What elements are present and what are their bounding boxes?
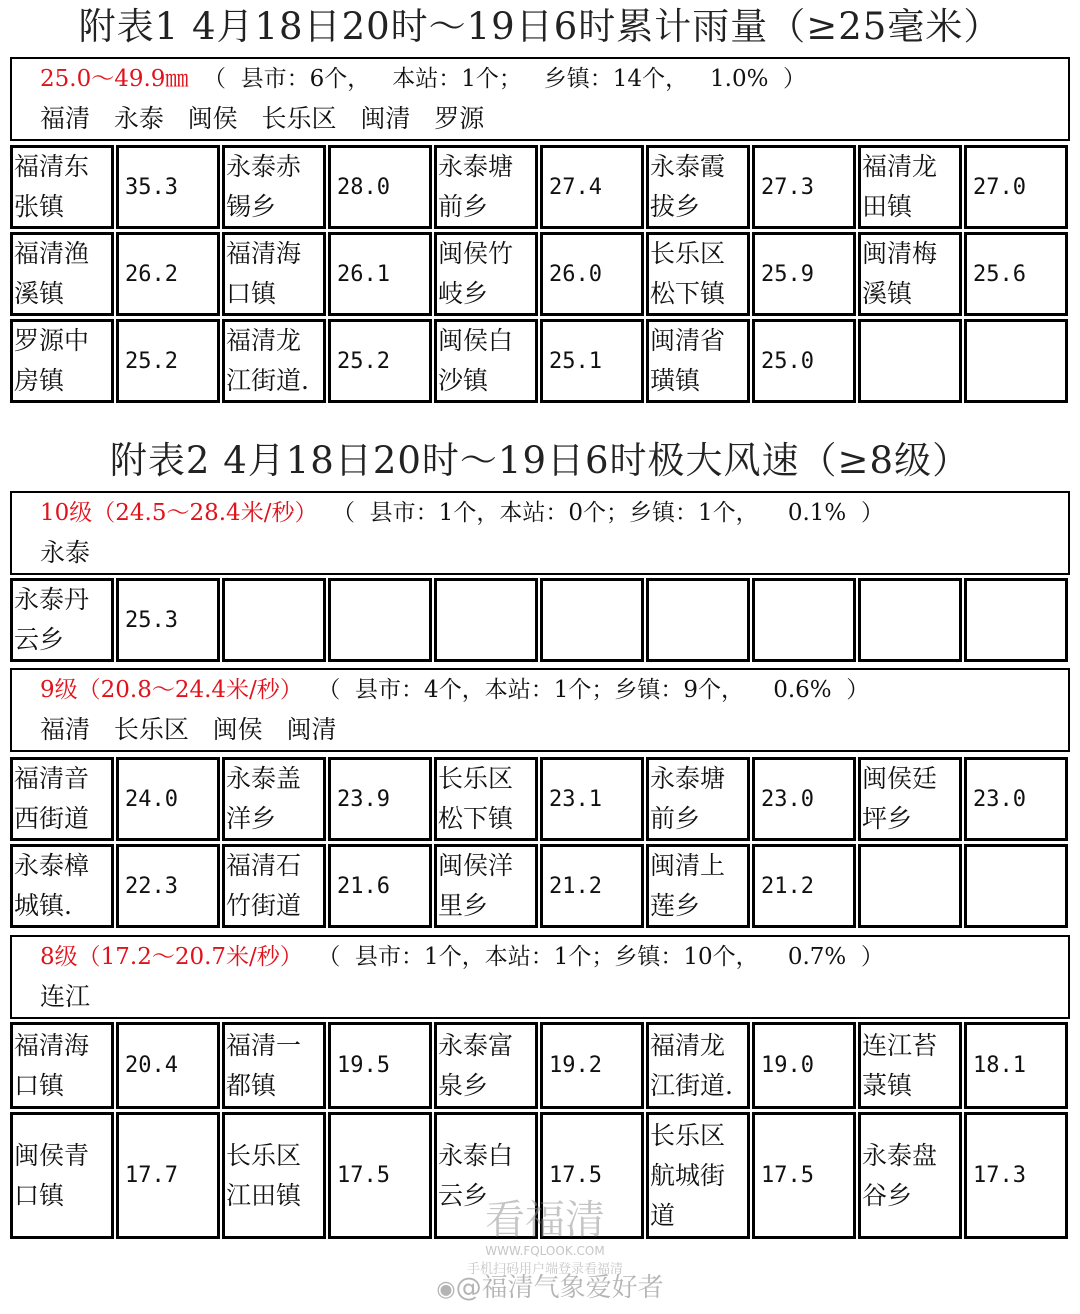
station-value-cell: 28.0 [328,145,432,229]
station-value-cell [964,844,1068,928]
station-name-cell: 闽侯青口镇 [10,1112,114,1239]
wind-section-9-stats: （ 县市：4个，本站：1个；乡镇：9个， 0.6% ） [302,677,870,703]
station-name-cell: 永泰盖洋乡 [222,757,326,841]
station-name-cell: 福清音西街道 [10,757,114,841]
station-value-cell: 35.3 [116,145,220,229]
station-value-cell: 18.1 [964,1022,1068,1109]
station-name-cell: 罗源中房镇 [10,319,114,403]
station-name-cell: 永泰盘谷乡 [858,1112,962,1239]
station-value-cell: 25.0 [752,319,856,403]
weibo-watermark [420,1270,680,1308]
wind-section-10-range: 10级（24.5～28.4米/秒） [40,500,318,526]
rain-counties: 福清 永泰 闽侯 长乐区 闽清 罗源 [40,104,485,133]
station-name-cell: 福清龙江街道. [222,319,326,403]
station-name-cell: 福清龙江街道. [646,1022,750,1109]
station-value-cell: 21.2 [752,844,856,928]
station-name-cell [222,578,326,662]
station-value-cell: 19.2 [540,1022,644,1109]
station-name-cell: 闽侯洋里乡 [434,844,538,928]
station-value-cell: 25.1 [540,319,644,403]
station-value-cell: 23.0 [752,757,856,841]
station-value-cell: 26.1 [328,232,432,316]
station-name-cell: 福清海口镇 [10,1022,114,1109]
station-name-cell: 永泰丹云乡 [10,578,114,662]
table2-title: 附表2 4月18日20时～19日6时极大风速（≥8级） [109,439,971,482]
wind-section-9-table [10,757,1070,931]
station-value-cell: 26.2 [116,232,220,316]
station-value-cell: 21.6 [328,844,432,928]
wind-section-9-counties: 福清 长乐区 闽侯 闽清 [40,715,337,744]
station-name-cell: 福清东张镇 [10,145,114,229]
station-value-cell: 25.2 [328,319,432,403]
station-name-cell: 长乐区松下镇 [646,232,750,316]
station-value-cell [540,578,644,662]
station-name-cell: 连江苔菉镇 [858,1022,962,1109]
station-name-cell: 福清一都镇 [222,1022,326,1109]
station-value-cell: 23.9 [328,757,432,841]
rain-table [10,145,1070,406]
station-name-cell: 闽清省璜镇 [646,319,750,403]
station-value-cell: 25.9 [752,232,856,316]
station-name-cell [858,844,962,928]
station-value-cell: 25.2 [116,319,220,403]
station-value-cell: 20.4 [116,1022,220,1109]
station-value-cell: 26.0 [540,232,644,316]
wind-section-10-header [10,491,1070,575]
wind-section-8-range: 8级（17.2～20.7米/秒） [40,944,303,970]
station-name-cell [858,319,962,403]
station-name-cell: 闽侯竹岐乡 [434,232,538,316]
wind-section-10-counties: 永泰 [40,538,91,567]
wind-section-10-stats: （ 县市：1个，本站：0个；乡镇：1个， 0.1% ） [317,500,884,526]
station-name-cell: 永泰赤锡乡 [222,145,326,229]
station-name-cell: 福清渔溪镇 [10,232,114,316]
wind-section-8-header [10,935,1070,1019]
station-name-cell: 福清龙田镇 [858,145,962,229]
station-value-cell: 17.5 [328,1112,432,1239]
station-name-cell [646,578,750,662]
station-name-cell: 永泰樟城镇. [10,844,114,928]
station-value-cell: 21.2 [540,844,644,928]
station-value-cell: 25.3 [116,578,220,662]
station-name-cell: 长乐区航城街道 [646,1112,750,1239]
station-name-cell: 永泰霞拔乡 [646,145,750,229]
station-name-cell: 福清海口镇 [222,232,326,316]
station-name-cell: 闽清梅溪镇 [858,232,962,316]
station-name-cell: 长乐区松下镇 [434,757,538,841]
station-value-cell: 17.7 [116,1112,220,1239]
station-value-cell: 19.5 [328,1022,432,1109]
station-name-cell: 永泰塘前乡 [434,145,538,229]
watermark-line: 手机扫码用户端登录看福清 [466,1262,623,1277]
station-value-cell: 24.0 [116,757,220,841]
station-name-cell [434,578,538,662]
station-name-cell: 永泰白云乡 [434,1112,538,1239]
station-value-cell: 25.6 [964,232,1068,316]
station-value-cell: 17.5 [752,1112,856,1239]
wind-section-8-stats: （ 县市：1个，本站：1个；乡镇：10个， 0.7% ） [302,944,884,970]
station-value-cell: 23.1 [540,757,644,841]
station-value-cell: 27.3 [752,145,856,229]
watermark-logo: 看福清 [485,1197,605,1243]
station-name-cell: 永泰塘前乡 [646,757,750,841]
station-value-cell [964,578,1068,662]
station-value-cell: 19.0 [752,1022,856,1109]
station-value-cell: 23.0 [964,757,1068,841]
station-value-cell: 22.3 [116,844,220,928]
weibo-icon: ◉ [436,1277,456,1302]
wind-section-9-range: 9级（20.8～24.4米/秒） [40,677,303,703]
station-value-cell [752,578,856,662]
wind-section-10-table [10,578,1070,665]
station-name-cell: 永泰富泉乡 [434,1022,538,1109]
station-name-cell: 福清石竹街道 [222,844,326,928]
station-value-cell [964,319,1068,403]
station-value-cell: 17.5 [540,1112,644,1239]
table1-title: 附表1 4月18日20时～19日6时累计雨量（≥25毫米） [78,5,1002,48]
station-name-cell: 长乐区江田镇 [222,1112,326,1239]
station-value-cell: 17.3 [964,1112,1068,1239]
station-name-cell: 闽侯廷坪乡 [858,757,962,841]
wind-section-8-counties: 连江 [40,982,91,1011]
rain-range-stats: （ 县市：6个， 本站：1个； 乡镇：14个， 1.0% ） [188,66,807,92]
rain-range-header [10,57,1070,141]
station-name-cell: 闽侯白沙镇 [434,319,538,403]
watermark-url: WWW.FQLOOK.COM [485,1244,605,1258]
station-value-cell [328,578,432,662]
station-value-cell: 27.0 [964,145,1068,229]
station-value-cell: 27.4 [540,145,644,229]
station-name-cell: 闽清上莲乡 [646,844,750,928]
wind-section-9-header [10,668,1070,752]
station-name-cell [858,578,962,662]
rain-range-label: 25.0～49.9㎜ [40,66,189,92]
weibo-handle: @福清气象爱好者 [455,1273,664,1303]
